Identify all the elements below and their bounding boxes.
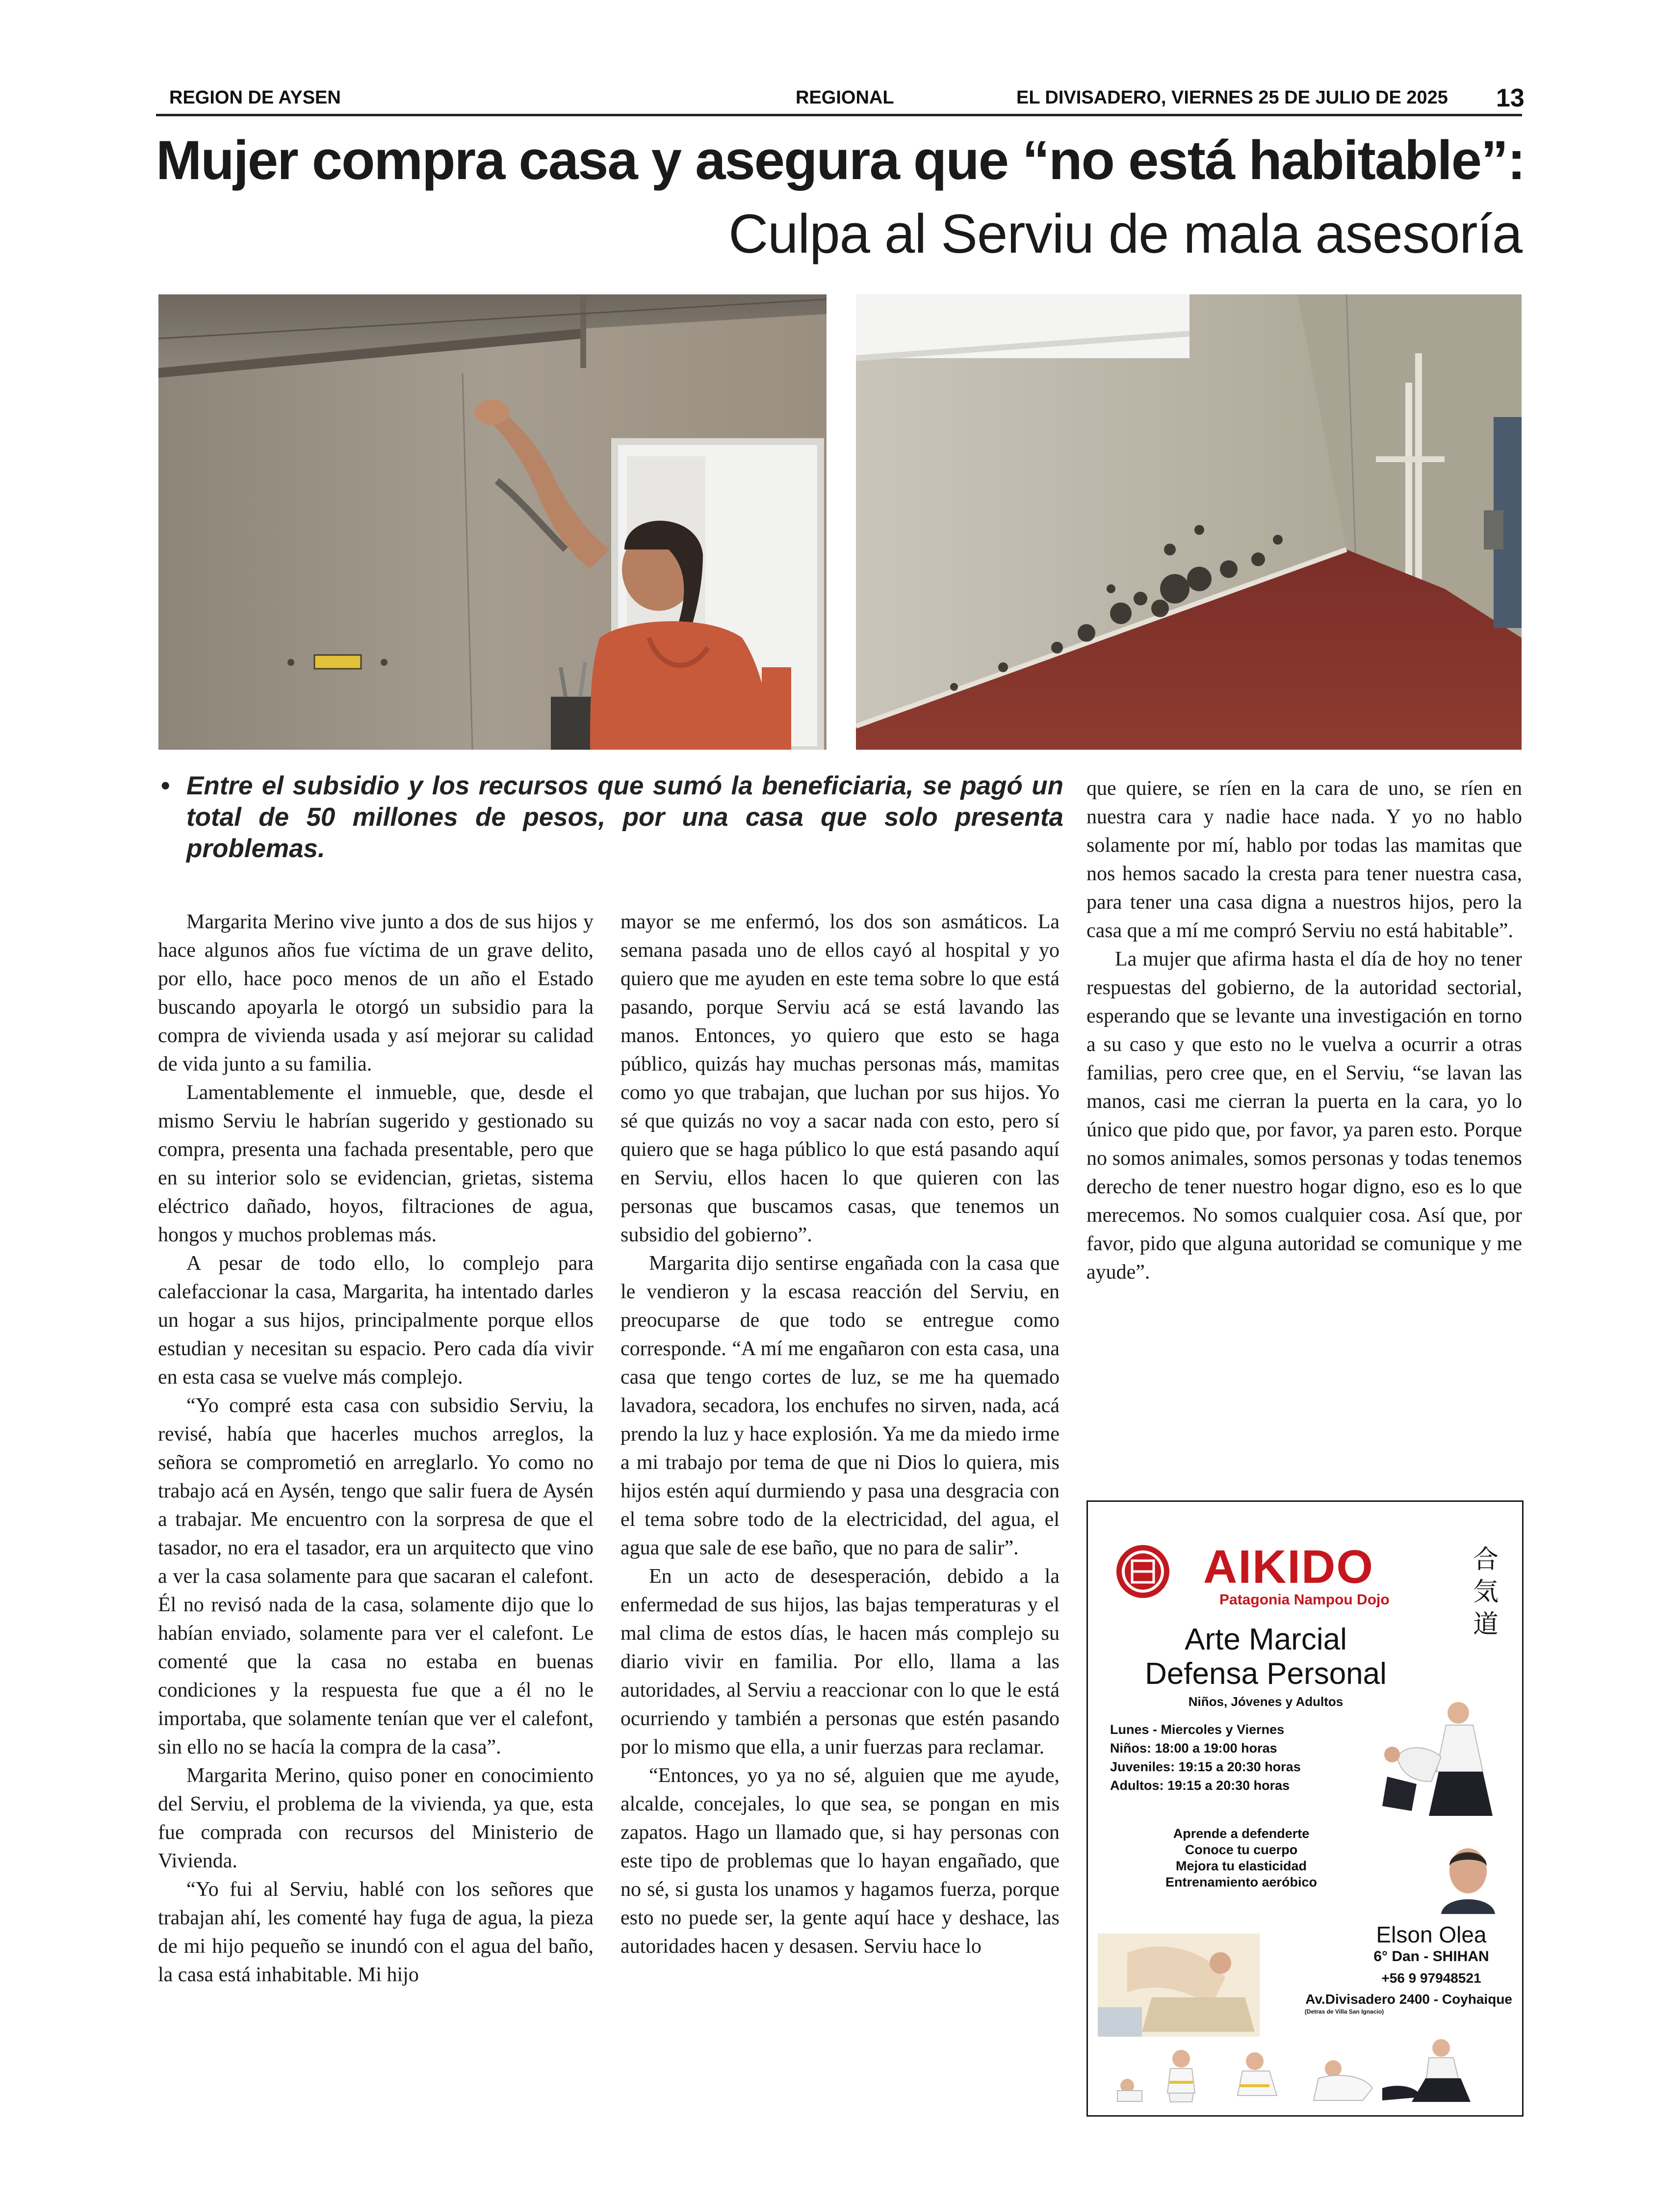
paragraph: Margarita Merino vive junto a dos de sus hijos y hace algunos años fue víctima de un grave delito, por ello, hace poco menos de un año el Estado buscando apoyarla le otorgó un subsidio para la compra de vivienda usada y así mejorar su calidad de vida junto a su familia. [158, 911, 594, 1075]
article-column-2 [620, 908, 1060, 1961]
lede [156, 770, 1063, 865]
dojo-address: Av.Divisadero 2400 - Coyhaique [1305, 1992, 1512, 2007]
ad-heading-2: Defensa Personal [1145, 1657, 1387, 1691]
category-label: REGIONAL [796, 87, 894, 108]
instructor-rank: 6° Dan - SHIHAN [1373, 1948, 1489, 1965]
paragraph: Lamentablemente el inmueble, que, desde el mismo Serviu le habrían sugerido y gestionado su compra, presenta una fachada presentable, pero que en su interior solo se evidencian, grietas, sistema eléctrico dañado, hoyos, filtraciones de agua, hongos y muchos problemas más. [158, 1081, 594, 1246]
address-note: (Detras de Villa San Ignacio) [1304, 2008, 1384, 2015]
instructor-name: Elson Olea [1376, 1922, 1487, 1947]
aikido-throw-illustration [1377, 1698, 1515, 1821]
ad-heading-1: Arte Marcial [1185, 1623, 1347, 1656]
photo-woman-pointing [158, 294, 827, 750]
schedule-line: Juveniles: 19:15 a 20:30 horas [1110, 1759, 1301, 1774]
schedule-line: Adultos: 19:15 a 20:30 horas [1110, 1778, 1290, 1793]
paragraph: mayor se me enfermó, los dos son asmáticos. La semana pasada uno de ellos cayó al hospital y yo quiero que me ayuden en este tema sobre lo que está pasando, porque Serviu acá se está lavando las manos. Entonces, yo quiero que esto se haga público, quizás hay muchas personas más, mamitas como yo que trabajan, que luchan por sus hijos. Yo sé que quizás no voy a sacar nada con esto, pero sí quiero que se haga público lo que está pasando aquí en Serviu, ellos hacen lo que quieren con las personas que buscamos casas, que tenemos un subsidio del gobierno”. [620, 911, 1060, 1246]
paragraph: que quiere, se ríen en la cara de uno, se ríen en nuestra cara y nadie hace nada. Y yo no hablo solamente por mí, hablo por todas las mamitas que nos hemos sacado la cresta para tener nuestra casa, para tener una casa digna a nuestros hijos, pero la casa que a mí me compró Serviu no está habitable”. [1086, 777, 1522, 942]
benefit-line: Conoce tu cuerpo [1185, 1842, 1298, 1857]
ad-schedule [1110, 1720, 1301, 1795]
paragraph: A pesar de todo ello, lo complejo para calefaccionar la casa, Margarita, ha intentado darles un hogar a sus hijos, principalmente porque ellos estudian y necesitan su espacio. Pero cada día vivir en esta casa se vuelve más complejo. [158, 1252, 594, 1389]
dojo-logo-icon [1115, 1544, 1171, 1600]
header-rule [156, 114, 1522, 116]
ad-kanji: 合気道 [1473, 1545, 1499, 1639]
headline-line-2: Culpa al Serviu de mala asesoría [728, 203, 1522, 264]
lede-text: Entre el subsidio y los recursos que sumó la beneficiaria, se pagó un total de 50 millones de pesos, por una casa que solo presenta problemas. [186, 771, 1063, 863]
headline-line-1: Mujer compra casa y asegura que “no está habitable”: [156, 130, 1525, 191]
ad-benefits [1088, 1826, 1395, 1890]
paragraph: “Yo compré esta casa con subsidio Serviu, la revisé, había que hacerles muchos arreglos, la señora se comprometió en arreglarlo. Yo como no trabajo acá en Aysén, tengo que salir fuera de Aysén a trabajar. Me encuentro con la sorpresa de que el tasador, no era el tasador, era un arquitecto que vino a ver la casa solamente para que sacaran el calefont. Él no revisó nada de la casa, solamente dijo que lo habían enviado, solamente para ver el calefont. Le comenté que la casa no estaba en buenas condiciones y la respuesta fue que a él no le importaba, que solamente tenían que ver el calefont, sin ello no se hacía la compra de la casa”. [158, 1394, 594, 1758]
article-column-3 [1086, 774, 1522, 1286]
paragraph: En un acto de desesperación, debido a la enfermedad de sus hijos, las bajas temperaturas y el mal clima de estos días, le hacen más complejo su diario vivir en familia. Por ello, llama a las autoridades, al Serviu a reaccionar con lo que le está ocurriendo y también a personas que estén pasando por lo mismo que ella, a unir fuerzas para reclamar. [620, 1565, 1060, 1758]
instructor-photo [1434, 1840, 1502, 1914]
paragraph: “Yo fui al Serviu, hablé con los señores que trabajan ahí, les comenté hay fuga de agua, la pieza de mi hijo pequeño se inundó con el agua del baño, la casa está inhabitable. Mi hijo [158, 1878, 594, 1986]
schedule-line: Niños: 18:00 a 19:00 horas [1110, 1741, 1277, 1756]
kids-practice-illustration [1108, 2039, 1500, 2103]
paragraph: Margarita Merino, quiso poner en conocimiento del Serviu, el problema de la vivienda, ya que, esta fue comprada con recursos del Ministerio de Vivienda. [158, 1764, 594, 1872]
aikido-advertisement [1086, 1500, 1524, 2117]
benefit-line: Mejora tu elasticidad [1175, 1859, 1307, 1873]
photo-moldy-room [856, 294, 1522, 750]
schedule-line: Lunes - Miercoles y Viernes [1110, 1722, 1285, 1737]
ad-subtitle: Patagonia Nampou Dojo [1219, 1592, 1390, 1608]
page-number: 13 [1496, 84, 1525, 112]
ad-title: AIKIDO [1203, 1541, 1374, 1593]
section-label: REGION DE AYSEN [169, 87, 341, 108]
practice-illustration [1098, 1934, 1260, 2037]
phone-number: +56 9 97948521 [1381, 1970, 1481, 1986]
article-column-1 [158, 908, 594, 1989]
paragraph: Margarita dijo sentirse engañada con la casa que le vendieron y la escasa reacción del Serviu, en preocuparse de que todo se entregue como corresponde. “A mí me engañaron con esta casa, una casa que tengo cortes de luz, se me ha quemado lavadora, secadora, los enchufes no sirven, nada, acá prendo la luz y hace explosión. Ya me da miedo irme a mi trabajo por tema de que ni Dios lo quiera, mis hijos estén aquí durmiendo y pasa una desgracia con el tema sobre todo de la electricidad, del agua, el agua que sale de ese baño, que no para de salir”. [620, 1252, 1060, 1559]
dateline: EL DIVISADERO, VIERNES 25 DE JULIO DE 2025 [1016, 87, 1448, 108]
benefit-line: Aprende a defenderte [1173, 1826, 1310, 1841]
ad-audience: Niños, Jóvenes y Adultos [1188, 1694, 1344, 1709]
benefit-line: Entrenamiento aeróbico [1165, 1875, 1318, 1889]
paragraph: La mujer que afirma hasta el día de hoy no tener respuestas del gobierno, de la autoridad sectorial, esperando que se levante una investigación en torno a su caso y que esto no le vuelva a ocurrir a otras familias, pero cree que, en el Serviu, “se lavan las manos, casi me cierran la puerta en la cara, yo lo único que pido que, por favor, ya paren esto. Porque no somos animales, somos personas y todas tenemos derecho de tener nuestro hogar digno, eso es lo que merecemos. No somos cualquier cosa. Así que, por favor, pido que alguna autoridad se comunique y me ayude”. [1086, 948, 1522, 1284]
lede-bullet: • [161, 771, 170, 800]
paragraph: “Entonces, yo ya no sé, alguien que me ayude, alcalde, concejales, lo que sea, se pongan en mis zapatos. Hago un llamado que, si hay personas con este tipo de problemas que lo hayan engañado, que no sé, si gusta los unamos y hagamos fuerza, porque esto no puede ser, la gente aquí hace y deshace, las autoridades hacen y desasen. Serviu hace lo [620, 1764, 1060, 1958]
